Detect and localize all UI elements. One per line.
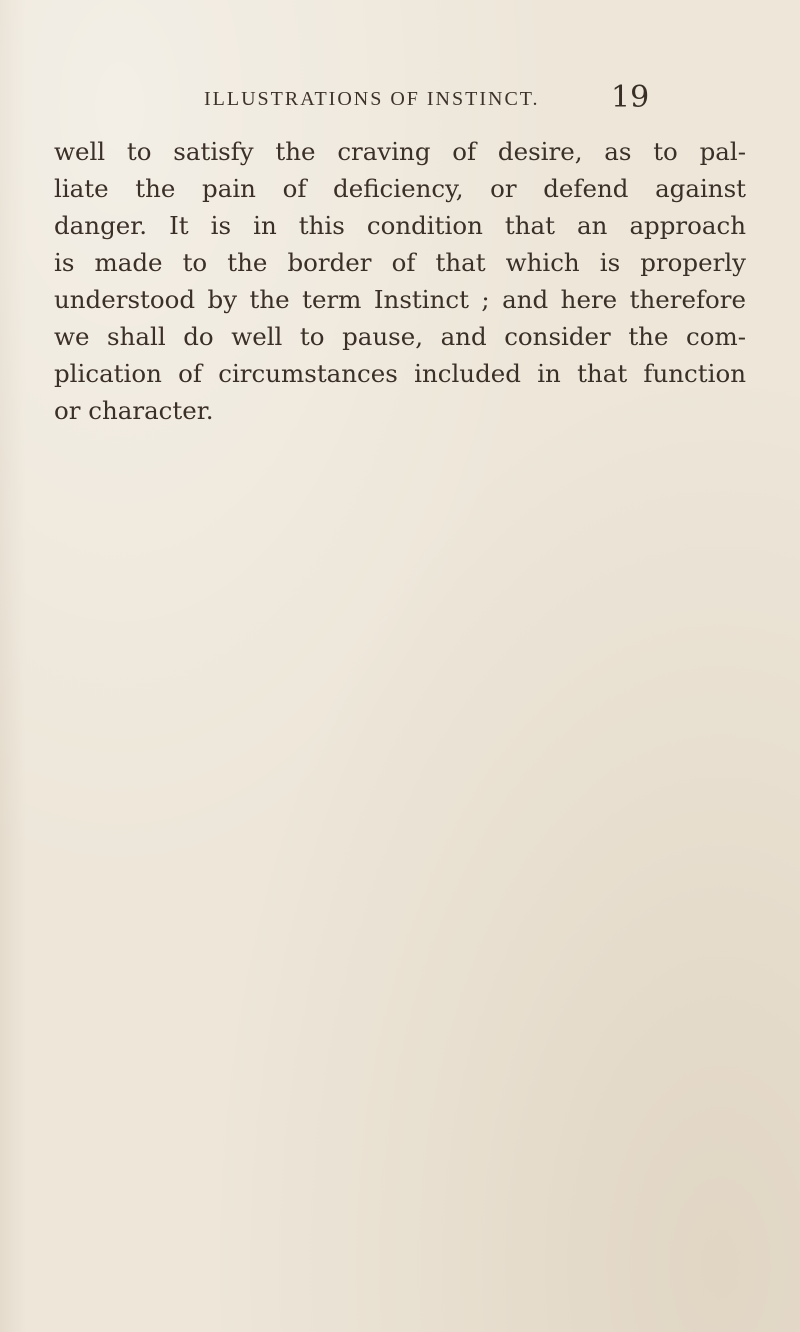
body-paragraph — [54, 133, 746, 429]
text-line: liate the pain of deficiency, or defend against — [54, 174, 746, 203]
running-head: ILLUSTRATIONS OF INSTINCT. — [204, 88, 540, 110]
text-line: well to satisfy the craving of desire, as to pal- — [54, 137, 746, 166]
text-line: or character. — [54, 396, 214, 425]
text-line: we shall do well to pause, and consider the com- — [54, 322, 746, 351]
text-line: understood by the term Instinct ; and here therefore — [54, 285, 746, 314]
page-header — [0, 80, 800, 126]
page-number: 19 — [611, 80, 650, 115]
text-line: plication of circumstances included in that function — [54, 359, 746, 388]
text-line: is made to the border of that which is properly — [54, 248, 746, 277]
text-line: danger. It is in this condition that an approach — [54, 211, 746, 240]
